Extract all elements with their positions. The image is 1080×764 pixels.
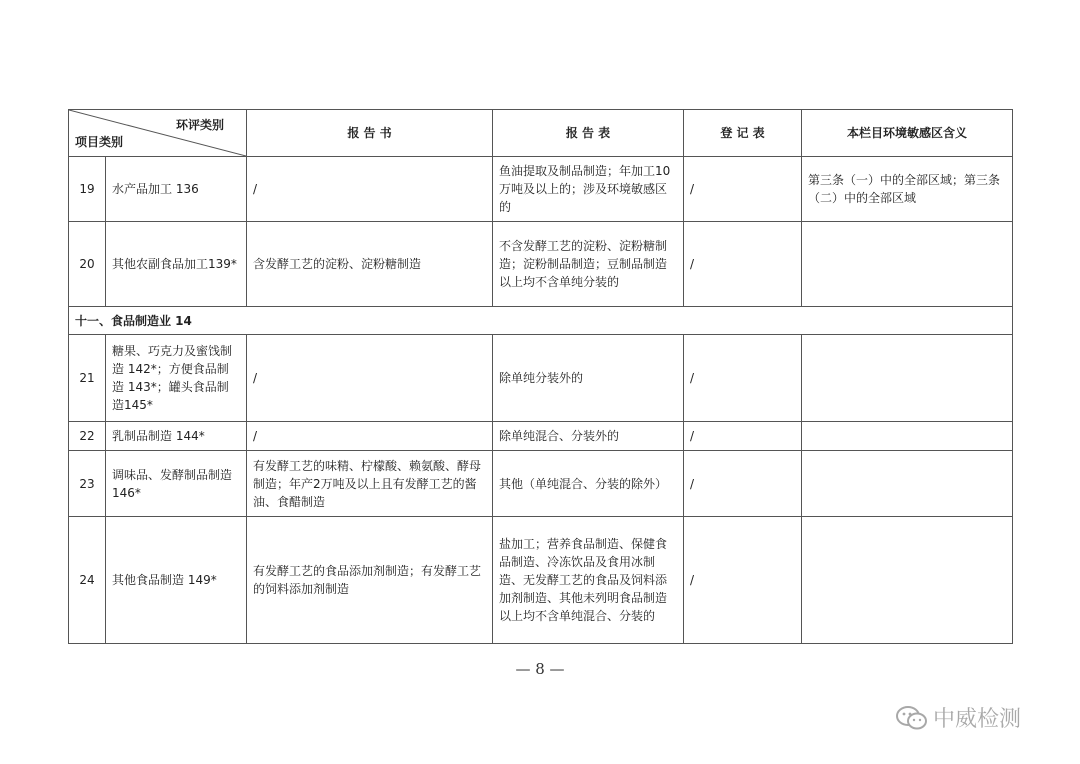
sensitive-cell <box>802 517 1013 644</box>
sensitive-cell: 第三条（一）中的全部区域；第三条（二）中的全部区域 <box>802 157 1013 222</box>
col-header-sensitive: 本栏目环境敏感区含义 <box>802 110 1013 157</box>
sensitive-cell <box>802 422 1013 451</box>
diag-top-label: 环评类别 <box>175 118 224 132</box>
table-row <box>69 517 1013 644</box>
section-row <box>69 307 1013 335</box>
table-row <box>69 422 1013 451</box>
catalog-table <box>68 109 1013 644</box>
watermark <box>895 702 1021 733</box>
row-number: 22 <box>69 422 106 451</box>
form-cell: 除单纯混合、分装外的 <box>493 422 684 451</box>
table-row <box>69 335 1013 422</box>
report-cell: / <box>247 335 493 422</box>
project-name: 水产品加工 136 <box>106 157 247 222</box>
register-cell: / <box>684 335 802 422</box>
page-number: — 8 — <box>515 660 565 678</box>
col-header-register: 登 记 表 <box>684 110 802 157</box>
report-cell: / <box>247 157 493 222</box>
form-cell: 盐加工；营养食品制造、保健食品制造、冷冻饮品及食用冰制造、无发酵工艺的食品及饲料添加剂制造、其他未列明食品制造 以上均不含单纯混合、分装的 <box>493 517 684 644</box>
project-name: 其他农副食品加工139* <box>106 222 247 307</box>
row-number: 21 <box>69 335 106 422</box>
diag-bottom-label: 项目类别 <box>75 135 124 149</box>
header-row <box>69 110 1013 157</box>
col-header-form: 报 告 表 <box>493 110 684 157</box>
form-cell: 不含发酵工艺的淀粉、淀粉糖制造；淀粉制品制造；豆制品制造 以上均不含单纯分装的 <box>493 222 684 307</box>
report-cell: 含发酵工艺的淀粉、淀粉糖制造 <box>247 222 493 307</box>
project-name: 其他食品制造 149* <box>106 517 247 644</box>
col-header-report: 报 告 书 <box>247 110 493 157</box>
watermark-text: 中威检测 <box>933 707 1022 732</box>
table-row <box>69 157 1013 222</box>
sensitive-cell <box>802 451 1013 517</box>
row-number: 19 <box>69 157 106 222</box>
table-row <box>69 222 1013 307</box>
register-cell: / <box>684 222 802 307</box>
report-cell: 有发酵工艺的食品添加剂制造；有发酵工艺的饲料添加剂制造 <box>247 517 493 644</box>
wechat-icon <box>895 704 929 732</box>
register-cell: / <box>684 451 802 517</box>
table-row <box>69 451 1013 517</box>
report-cell: 有发酵工艺的味精、柠檬酸、赖氨酸、酵母制造；年产2万吨及以上且有发酵工艺的酱油、食醋制造 <box>247 451 493 517</box>
project-name: 调味品、发酵制品制造 146* <box>106 451 247 517</box>
row-number: 20 <box>69 222 106 307</box>
register-cell: / <box>684 157 802 222</box>
form-cell: 除单纯分装外的 <box>493 335 684 422</box>
register-cell: / <box>684 517 802 644</box>
sensitive-cell <box>802 335 1013 422</box>
diagonal-header-cell <box>69 110 247 157</box>
form-cell: 其他（单纯混合、分装的除外） <box>493 451 684 517</box>
form-cell: 鱼油提取及制品制造；年加工10万吨及以上的；涉及环境敏感区的 <box>493 157 684 222</box>
sensitive-cell <box>802 222 1013 307</box>
project-name: 糖果、巧克力及蜜饯制造 142*；方便食品制造 143*；罐头食品制造145* <box>106 335 247 422</box>
section-title: 十一、食品制造业 14 <box>69 307 1013 335</box>
report-cell: / <box>247 422 493 451</box>
register-cell: / <box>684 422 802 451</box>
row-number: 24 <box>69 517 106 644</box>
row-number: 23 <box>69 451 106 517</box>
project-name: 乳制品制造 144* <box>106 422 247 451</box>
